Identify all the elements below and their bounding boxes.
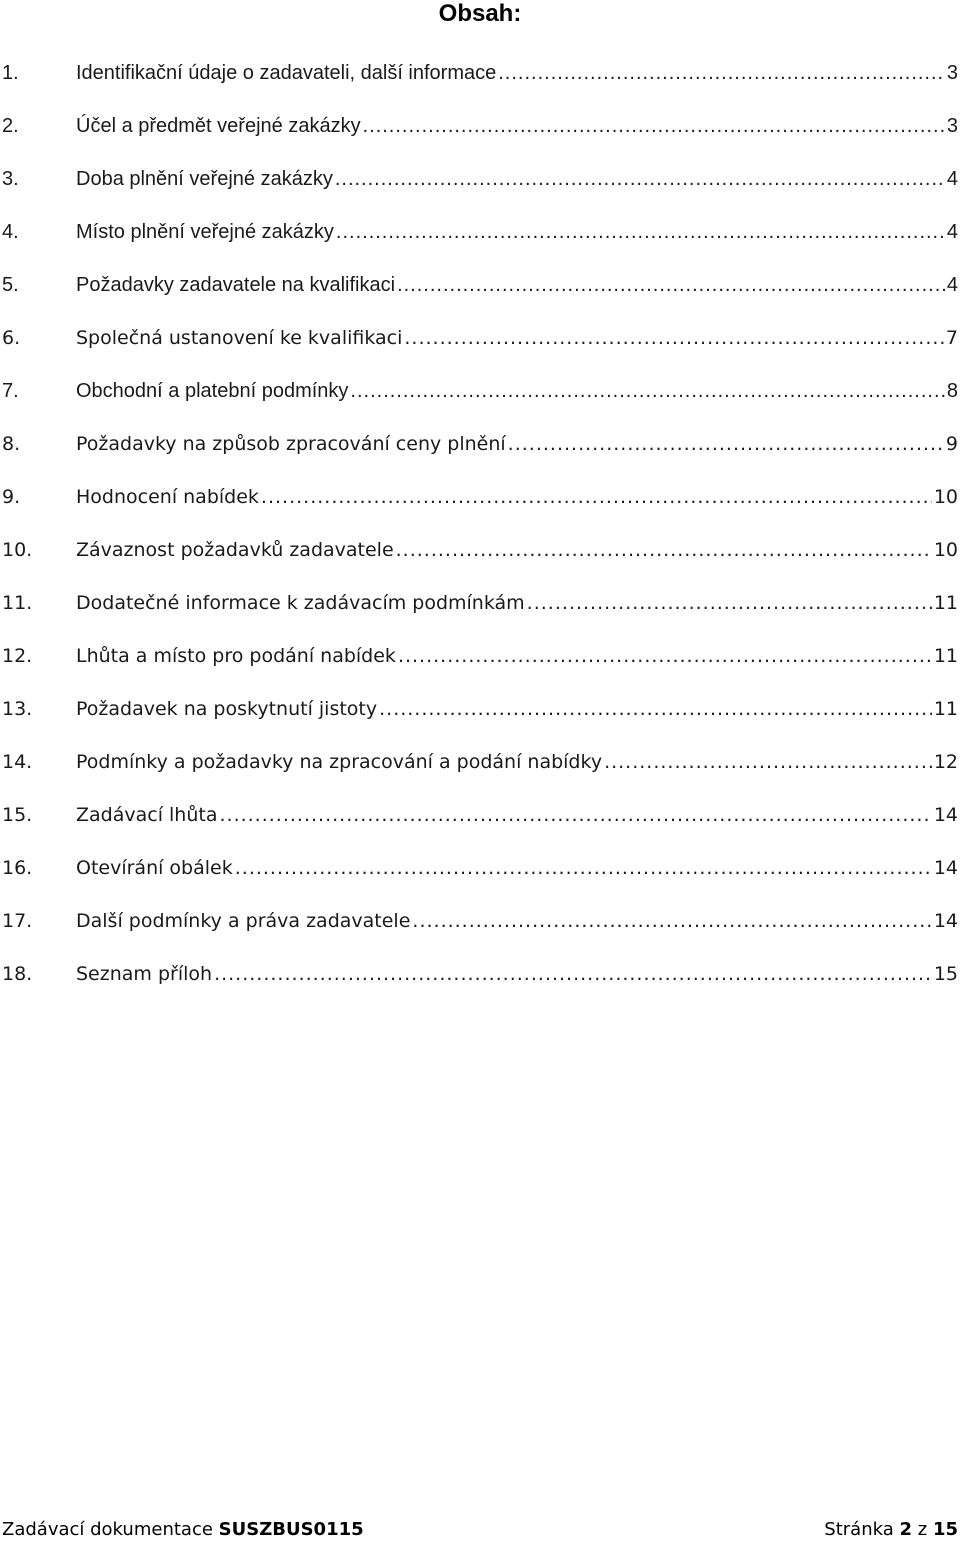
- toc-entry-page: 3: [946, 62, 958, 84]
- toc-entry-4[interactable]: [0, 217, 960, 270]
- footer-doc-prefix: Zadávací dokumentace: [2, 1519, 213, 1540]
- toc-entry-13[interactable]: [0, 694, 960, 747]
- toc-entry-7[interactable]: [0, 376, 960, 429]
- toc-entry-page: 11: [933, 592, 958, 614]
- toc-dot-leader: [336, 217, 945, 247]
- toc-entry-number: 3.: [2, 168, 19, 190]
- toc-entry-6[interactable]: [0, 323, 960, 376]
- toc-dot-leader: [335, 164, 945, 194]
- toc-entry-label: Závaznost požadavků zadavatele: [76, 539, 394, 561]
- footer-page-word: Stránka: [824, 1519, 894, 1540]
- toc-entry-10[interactable]: [0, 535, 960, 588]
- toc-entry-page: 4: [946, 168, 958, 190]
- toc-entry-label: Další podmínky a práva zadavatele: [76, 910, 411, 932]
- toc-entry-page: 7: [945, 327, 958, 349]
- toc-entry-label: Doba plnění veřejné zakázky: [76, 168, 333, 190]
- toc-dot-leader: [363, 111, 945, 141]
- toc-entry-number: 16.: [2, 857, 33, 879]
- toc-dot-leader: [235, 853, 932, 883]
- toc-entry-page: 4: [946, 274, 958, 296]
- toc-entry-3[interactable]: [0, 164, 960, 217]
- toc-dot-leader: [527, 588, 932, 618]
- toc-entry-page: 15: [933, 963, 958, 985]
- toc-dot-leader: [412, 906, 931, 936]
- toc-entry-15[interactable]: [0, 800, 960, 853]
- toc-entry-label: Společná ustanovení ke kvalifikaci: [76, 327, 403, 349]
- toc-entry-9[interactable]: [0, 482, 960, 535]
- toc-dot-leader: [379, 694, 932, 724]
- toc-dot-leader: [398, 641, 932, 671]
- toc-entry-label: Požadavky na způsob zpracování ceny plnění: [76, 433, 506, 455]
- toc-entry-label: Otevírání obálek: [76, 857, 233, 879]
- toc-entry-page: 4: [946, 221, 958, 243]
- toc-entry-label: Požadavky zadavatele na kvalifikaci: [76, 274, 396, 296]
- toc-entry-label: Místo plnění veřejné zakázky: [76, 221, 334, 243]
- toc-entry-number: 18.: [2, 963, 33, 985]
- toc-entry-12[interactable]: [0, 641, 960, 694]
- toc-entry-8[interactable]: [0, 429, 960, 482]
- toc-entry-number: 2.: [2, 115, 19, 137]
- toc-dot-leader: [508, 429, 944, 459]
- toc-entry-18[interactable]: [0, 959, 960, 1012]
- toc-entry-number: 4.: [2, 221, 19, 243]
- footer-page-sep: z: [917, 1519, 928, 1540]
- toc-entry-label: Podmínky a požadavky na zpracování a podání nabídky: [76, 751, 603, 773]
- toc-entry-11[interactable]: [0, 588, 960, 641]
- toc-entry-label: Hodnocení nabídek: [76, 486, 259, 508]
- toc-entry-number: 6.: [2, 327, 21, 349]
- footer-document-name: [0, 1518, 364, 1542]
- toc-entry-14[interactable]: [0, 747, 960, 800]
- toc-entry-page: 14: [933, 804, 958, 826]
- toc-entry-page: 9: [945, 433, 958, 455]
- toc-entry-number: 15.: [2, 804, 33, 826]
- toc-entry-label: Identifikační údaje o zadavateli, další informace: [76, 62, 497, 84]
- toc-entry-number: 5.: [2, 274, 19, 296]
- toc-entry-page: 12: [933, 751, 958, 773]
- toc-entry-2[interactable]: [0, 111, 960, 164]
- toc-entry-page: 10: [933, 539, 958, 561]
- toc-entry-label: Lhůta a místo pro podání nabídek: [76, 645, 396, 667]
- toc-entry-page: 11: [933, 698, 958, 720]
- toc-entry-number: 1.: [2, 62, 19, 84]
- toc-entry-label: Dodatečné informace k zadávacím podmínkám: [76, 592, 525, 614]
- toc-entry-number: 8.: [2, 433, 21, 455]
- toc-dot-leader: [604, 747, 932, 777]
- toc-entry-page: 3: [946, 115, 958, 137]
- toc-entry-16[interactable]: [0, 853, 960, 906]
- footer-page-total: 15: [932, 1519, 958, 1540]
- toc-entry-label: Zadávací lhůta: [76, 804, 218, 826]
- toc-entry-number: 17.: [2, 910, 33, 932]
- footer-page-number: [824, 1518, 960, 1542]
- toc-entry-label: Účel a předmět veřejné zakázky: [76, 115, 361, 137]
- toc-entry-number: 12.: [2, 645, 33, 667]
- toc-entry-label: Požadavek na poskytnutí jistoty: [76, 698, 378, 720]
- toc-dot-leader: [404, 323, 944, 353]
- toc-dot-leader: [397, 270, 945, 300]
- toc-entry-page: 10: [933, 486, 958, 508]
- toc-entry-1[interactable]: [0, 58, 960, 111]
- footer-page-current: 2: [899, 1519, 913, 1540]
- toc-title: Obsah:: [438, 0, 522, 27]
- toc-entry-number: 14.: [2, 751, 33, 773]
- toc-dot-leader: [261, 482, 932, 512]
- toc-entry-page: 14: [933, 857, 958, 879]
- toc-entry-number: 13.: [2, 698, 33, 720]
- toc-dot-leader: [214, 959, 932, 989]
- footer-doc-code: SUSZBUS0115: [218, 1519, 364, 1540]
- toc-entry-page: 8: [946, 380, 958, 402]
- toc-dot-leader: [350, 376, 944, 406]
- page-footer: [0, 1518, 960, 1542]
- toc-entry-17[interactable]: [0, 906, 960, 959]
- toc-entry-number: 10.: [2, 539, 33, 561]
- toc-dot-leader: [396, 535, 932, 565]
- toc-entry-label: Obchodní a platební podmínky: [76, 380, 349, 402]
- table-of-contents: [0, 58, 960, 1012]
- toc-entry-number: 11.: [2, 592, 33, 614]
- toc-entry-number: 7.: [2, 380, 19, 402]
- toc-entry-label: Seznam příloh: [76, 963, 213, 985]
- toc-dot-leader: [219, 800, 931, 830]
- toc-entry-5[interactable]: [0, 270, 960, 323]
- toc-entry-number: 9.: [2, 486, 21, 508]
- toc-dot-leader: [498, 58, 945, 88]
- toc-entry-page: 14: [933, 910, 958, 932]
- toc-entry-page: 11: [933, 645, 958, 667]
